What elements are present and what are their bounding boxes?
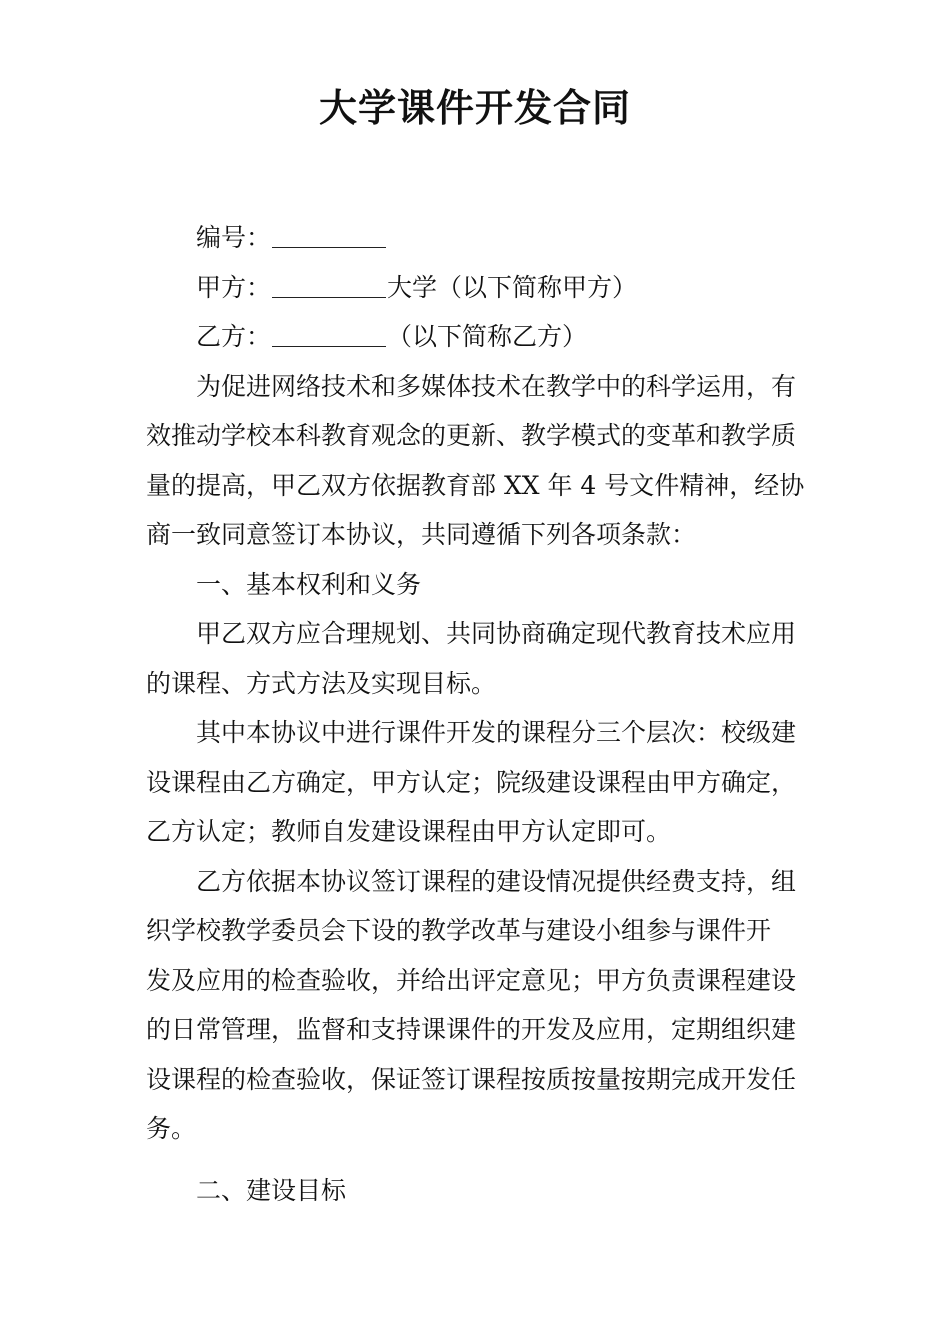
section-1-paragraph-1 <box>146 609 812 708</box>
section-spacer <box>146 1154 812 1166</box>
number-field-line <box>146 213 812 263</box>
document-title: 大学课件开发合同 <box>318 86 631 130</box>
paragraph-line: 的日常管理，监督和支持课课件的开发及应用，定期组织建 <box>146 1015 797 1044</box>
paragraph-line: 织学校教学委员会下设的教学改革与建设小组参与课件开 <box>146 916 772 945</box>
number-blank <box>272 221 386 248</box>
paragraph-line: 的课程、方式方法及实现目标。 <box>146 668 497 698</box>
party-b-line <box>146 312 812 362</box>
paragraph-line: 设课程的检查验收，保证签订课程按质按量按期完成开发任 <box>146 1064 797 1094</box>
document-body <box>146 213 812 1215</box>
party-b-label: 乙方： <box>196 322 272 351</box>
paragraph-line: 为促进网络技术和多媒体技术在教学中的科学运用，有 <box>196 371 797 401</box>
section-2-heading: 二、建设目标 <box>196 1175 347 1205</box>
section-1-paragraph-2 <box>146 708 812 857</box>
paragraph-line: 量的提高，甲乙双方依据教育部 XX 年 4 号文件精神，经协 <box>146 470 805 500</box>
paragraph-line: 其中本协议中进行课件开发的课程分三个层次：校级建 <box>196 718 797 747</box>
paragraph-line: 设课程由乙方确定，甲方认定；院级建设课程由甲方确定， <box>146 767 797 797</box>
party-a-label: 甲方： <box>196 272 272 302</box>
paragraph-line: 务。 <box>146 1114 197 1143</box>
section-1-paragraph-3 <box>146 857 812 1154</box>
paragraph-line: 发及应用的检查验收，并给出评定意见；甲方负责课程建设 <box>146 965 797 995</box>
party-b-blank <box>272 320 386 347</box>
paragraph-line: 效推动学校本科教育观念的更新、教学模式的变革和教学质 <box>146 421 797 450</box>
paragraph-line: 甲乙双方应合理规划、共同协商确定现代教育技术应用 <box>196 619 797 648</box>
section-1-heading: 一、基本权利和义务 <box>196 569 422 599</box>
intro-paragraph <box>146 362 812 560</box>
paragraph-line: 商一致同意签订本协议，共同遵循下列各项条款： <box>146 520 697 549</box>
paragraph-line: 乙方依据本协议签订课程的建设情况提供经费支持，组 <box>196 866 797 896</box>
party-b-suffix: （以下简称乙方） <box>387 322 588 351</box>
number-label: 编号： <box>196 223 272 252</box>
party-a-suffix: 大学（以下简称甲方） <box>387 272 638 302</box>
party-a-line <box>146 263 812 313</box>
party-a-blank <box>272 271 386 298</box>
paragraph-line: 乙方认定；教师自发建设课程由甲方认定即可。 <box>146 817 672 846</box>
